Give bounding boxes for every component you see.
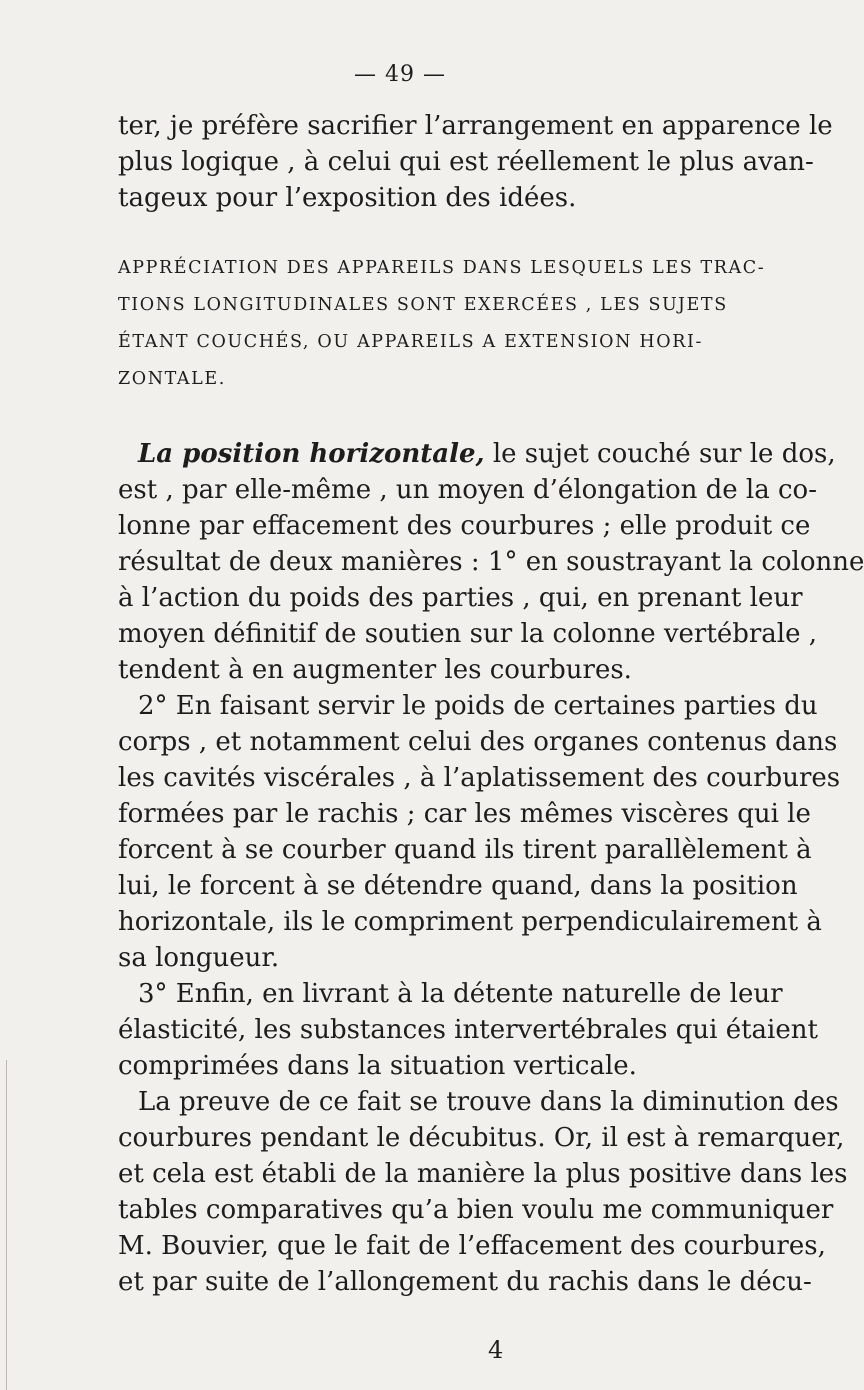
section-heading-line: ÉTANT COUCHÉS, OU APPAREILS A EXTENSION HORI- [118, 332, 703, 352]
text-line: lui, le forcent à se détendre quand, dans la position [118, 871, 798, 901]
text-line: tables comparatives qu’a bien voulu me communiquer [118, 1195, 834, 1225]
text-line: formées par le rachis ; car les mêmes viscères qui le [118, 799, 811, 829]
text-line: et par suite de l’allongement du rachis dans le décu- [118, 1267, 812, 1297]
text-line: résultat de deux manières : 1° en soustrayant la colonne [118, 547, 864, 577]
text-line: comprimées dans la situation verticale. [118, 1051, 637, 1081]
italic-lead: La position horizontale, [138, 439, 485, 469]
text-line: à l’action du poids des parties , qui, en prenant leur [118, 583, 803, 613]
text-line: élasticité, les substances intervertébrales qui étaient [118, 1015, 818, 1045]
text-line: plus logique , à celui qui est réellement le plus avan- [118, 147, 814, 177]
text-line: corps , et notamment celui des organes contenus dans [118, 727, 838, 757]
text-line: sa longueur. [118, 943, 280, 973]
text-line: tendent à en augmenter les courbures. [118, 655, 632, 685]
text-line: La preuve de ce fait se trouve dans la diminution des [138, 1087, 839, 1117]
text-line: courbures pendant le décubitus. Or, il est à remarquer, [118, 1123, 845, 1153]
page-number: — 49 — [354, 62, 446, 87]
text-line: horizontale, ils le compriment perpendiculairement à [118, 907, 822, 937]
body-first-line [138, 436, 836, 472]
text-line: lonne par effacement des courbures ; elle produit ce [118, 511, 811, 541]
text-line: 3° Enfin, en livrant à la détente naturelle de leur [138, 979, 783, 1009]
first-line-rest: le sujet couché sur le dos, [484, 439, 836, 469]
text-line: et cela est établi de la manière la plus positive dans les [118, 1159, 848, 1189]
text-line: moyen définitif de soutien sur la colonne vertébrale , [118, 619, 818, 649]
section-heading-line: TIONS LONGITUDINALES SONT EXERCÉES , LES SUJETS [118, 295, 728, 315]
text-line: M. Bouvier, que le fait de l’effacement des courbures, [118, 1231, 826, 1261]
text-line: ter, je préfère sacrifier l’arrangement en apparence le [118, 111, 833, 141]
text-line: tageux pour l’exposition des idées. [118, 183, 577, 213]
text-line: 2° En faisant servir le poids de certaines parties du [138, 691, 818, 721]
section-heading-line: ZONTALE. [118, 369, 226, 389]
text-line: est , par elle-même , un moyen d’élongation de la co- [118, 475, 817, 505]
text-line: les cavités viscérales , à l’aplatissement des courbures [118, 763, 841, 793]
margin-edge [6, 1060, 7, 1390]
section-heading-line: APPRÉCIATION DES APPAREILS DANS LESQUELS LES TRAC- [118, 258, 766, 278]
text-line: forcent à se courber quand ils tirent parallèlement à [118, 835, 812, 865]
signature-mark: 4 [488, 1336, 504, 1364]
